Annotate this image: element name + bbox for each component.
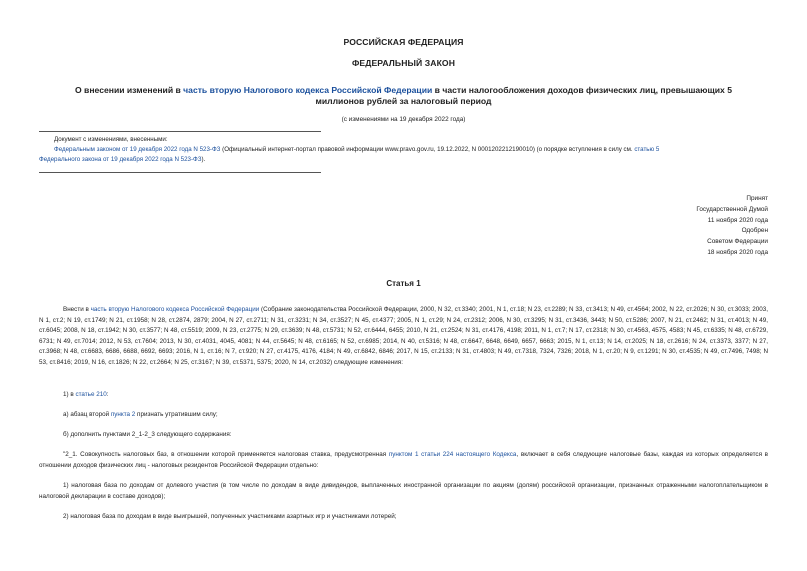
p6-text: 1) налоговая база по доходам от долевого участия (в том числе по доходам в виде дивидендов, выплаченных иностранной организации по акциям (долям) российской организации, признанных отраженными налогоплательщиком в налоговой декларации в составе доходов);: [39, 482, 768, 500]
paragraph-5: [39, 450, 768, 471]
paragraph-3: [39, 410, 768, 421]
p5-text-b: , включает в себя следующие налоговые базы, каждая из которых определяется в отношении доходов физических лиц - налоговых резидентов Российской Федерации отдельно:: [39, 451, 768, 469]
paragraph-6: [39, 481, 768, 502]
adoption-block: [696, 194, 768, 259]
article-210-link[interactable]: статье 210: [75, 391, 107, 398]
paragraph-2: [39, 390, 768, 401]
p1-text-b: (Собрание законодательства Российской Федерации, 2000, N 32, ст.3340; 2001, N 1, ст.18; N 23, ст.2289; N 33, ст.3413; N 49, ст.4564; 2002, N 22, ст.2026; N 30, ст.3033; 2003, N 1, ст.2; N 19, ст.1749; N 21, ст.1958; N 28, ст.2874, 2879; 2004, N 27, ст.2711; N 31, ст.3231; N 34, ст.3527; N 45, ст.4377; 2005, N 1, ст.29; N 24, ст.2312; 2006, N 30, ст.3295; N 31, ст.3436, 3443; N 50, ст.5286; 2007, N 21, ст.2462; N 31, ст.4013; N 49, ст.6045; 2008, N 18, ст.1942; N 30, ст.3577; N 48, ст.5519; 2009, N 23, ст.2775; N 29, ст.3639; N 48, ст.5731; N 52, ст.6444, 6455; 2010, N 21, ст.2524; N 31, ст.4176, 4198; 2011, N 1, ст.7; N 17, ст.2318; N 30, ст.4563, 4575, 4583; N 45, ст.6335; N 48, ст.6729, 6731; N 49, ст.7014; 2012, N 53, ст.7604; 2013, N 30, ст.4031, 4045, 4081; N 44, ст.5645; N 48, ст.6165; N 52, ст.6985; 2014, N 40, ст.5316; N 48, ст.6647, 6648, 6649, 6657, 6663; 2015, N 1, ст.13; N 14, ст.2025; N 18, ст.2616; N 24, ст.3373, 3377; N 27, ст.3968; N 48, ст.6683, 6686, 6688, 6692, 6693; 2016, N 1, ст.16; N 7, ст.920; N 27, ст.4175, 4176, 4184; N 49, ст.6842, 6846; 2017, N 15, ст.2133; N 31, ст.4803; N 49, ст.7318, 7324, 7326; 2018, N 1, ст.20; N 9, ст.1291; N 30, ст.4535; N 49, ст.7496, 7498; N 53, ст.8416; 2019, N 16, ст.1826; N 22, ст.2664; N 25, ст.3167; N 39, ст.5371, 5375; 2020, N 14, ст.2032) следующие изменения:: [39, 306, 768, 366]
title-text-2: в части налогообложения доходов физических лиц, превышающих 5: [432, 85, 733, 95]
edition-note: (с изменениями на 19 декабря 2022 года): [341, 116, 466, 123]
adoption-line-4: Одобрен: [741, 227, 768, 235]
changes-bottom-rule: [39, 172, 321, 173]
changes-text: [39, 145, 769, 155]
law-title: [40, 85, 767, 107]
p3-text-a: а) абзац второй: [63, 411, 111, 418]
paragraph-1: [39, 305, 768, 369]
p1-code-link[interactable]: часть вторую Налогового кодекса Российской Федерации: [90, 306, 260, 313]
adoption-line-1: Принят: [746, 195, 768, 202]
doc-type-heading: ФЕДЕРАЛЬНЫЙ ЗАКОН: [351, 58, 456, 68]
p5-text-a: "2_1. Совокупность налоговых баз, в отношении которой применяется налоговая ставка, предусмотренная: [63, 451, 389, 458]
adoption-line-5: Советом Федерации: [707, 238, 768, 246]
p4-text: б) дополнить пунктами 2_1-2_3 следующего содержания:: [63, 431, 232, 438]
title-text-1: О внесении изменений в: [74, 85, 184, 95]
title-text-3: миллионов рублей за налоговый период: [315, 96, 492, 106]
paragraph-7: [39, 512, 768, 523]
p1-text-a: Внести в: [63, 306, 91, 313]
changes-source-text: (Официальный интернет-портал правовой информации www.pravo.gov.ru, 19.12.2022, N 0001202212190010) (о порядке вступления в силу см.: [220, 146, 635, 153]
point-2-link[interactable]: пункта 2: [110, 411, 136, 418]
amending-law-link[interactable]: Федеральным законом от 19 декабря 2022 года N 523-ФЗ: [54, 146, 221, 153]
paragraph-4: [39, 430, 768, 441]
p3-text-b: признать утратившим силу;: [135, 411, 218, 418]
article5-link[interactable]: статью 5: [634, 146, 660, 153]
adoption-line-6: 18 ноября 2020 года: [707, 248, 768, 256]
country-heading: РОССИЙСКАЯ ФЕДЕРАЦИЯ: [343, 37, 464, 47]
amending-law-link-2[interactable]: Федерального закона от 19 декабря 2022 года N 523-ФЗ: [39, 156, 202, 163]
changes-block: [39, 135, 769, 165]
changes-top-rule: [39, 131, 321, 132]
p2-text-b: :: [106, 391, 109, 398]
article-224-link[interactable]: пунктом 1 статьи 224 настоящего Кодекса: [388, 451, 517, 458]
article-heading: Статья 1: [386, 279, 421, 288]
title-code-link[interactable]: часть вторую Налогового кодекса Российской Федерации: [183, 85, 433, 95]
changes-text-cont: [39, 155, 769, 165]
changes-end-text: ).: [201, 156, 206, 163]
adoption-line-3: 11 ноября 2020 года: [707, 216, 768, 224]
p7-text: 2) налоговая база по доходам в виде выигрышей, полученных участниками азартных игр и участниками лотерей;: [63, 513, 397, 520]
p2-text-a: 1) в: [63, 391, 76, 398]
changes-intro: Документ с изменениями, внесенными:: [54, 136, 168, 143]
adoption-line-2: Государственной Думой: [696, 205, 768, 213]
